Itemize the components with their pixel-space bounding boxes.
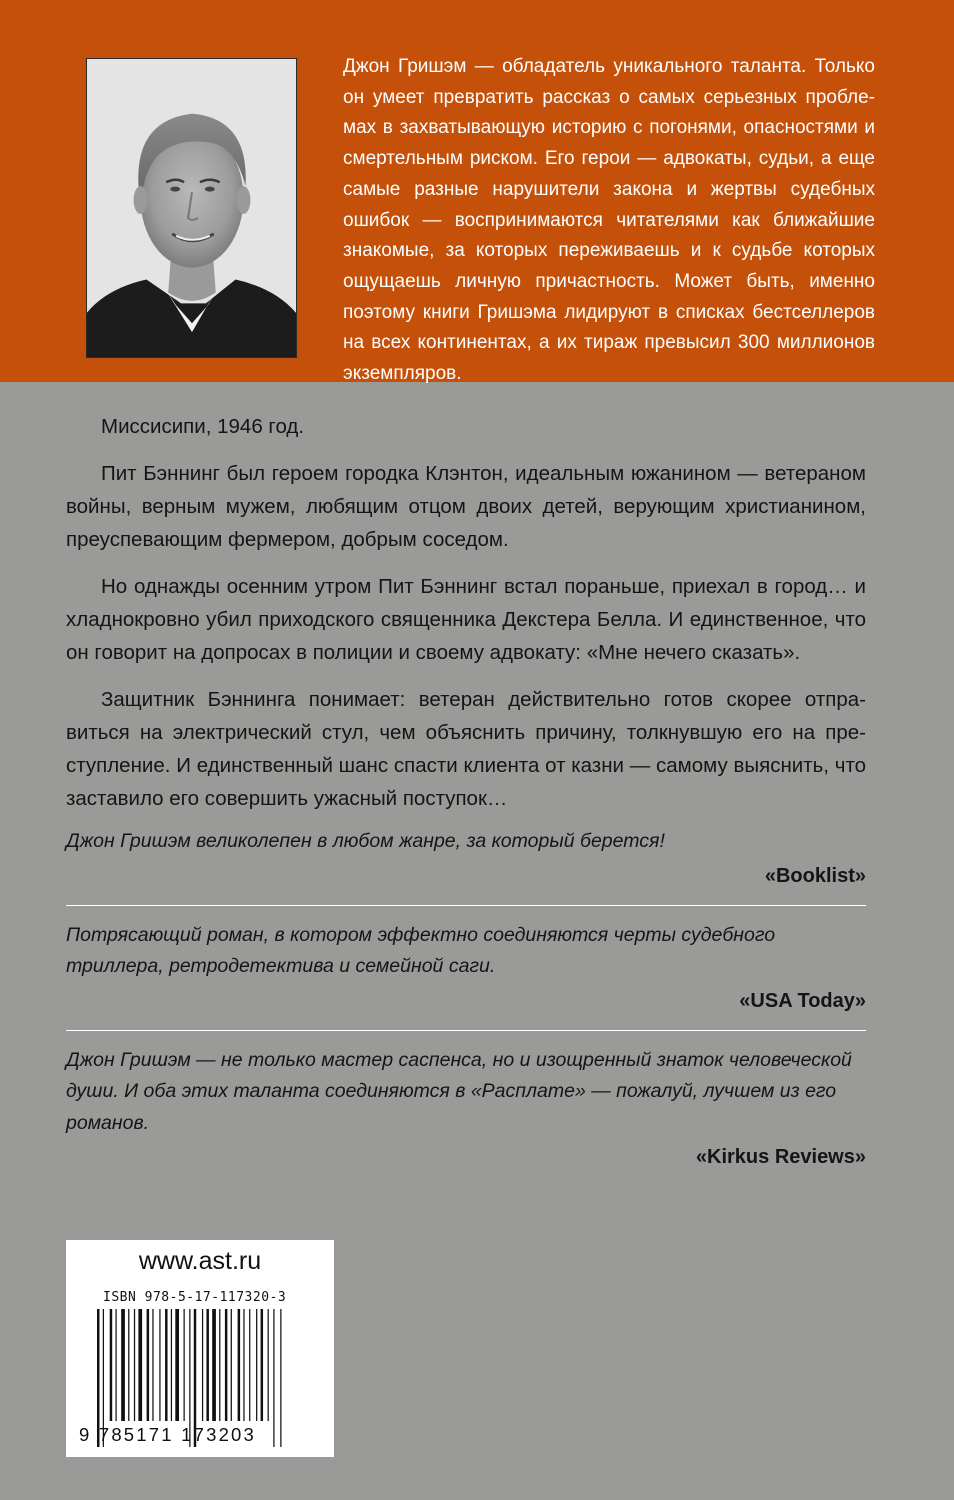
barcode-bar [175,1309,179,1421]
barcode-bar [138,1309,142,1421]
synopsis-paragraph: Миссисипи, 1946 год. [101,415,305,438]
barcode-bar [261,1309,263,1421]
barcode-digits: 9 785171 173203 [79,1424,257,1445]
barcode-bar [152,1309,153,1421]
review-quote: Потрясающий роман, в котором эффектно соединяются черты судебного триллера, ретродетектива и семейной саги. [66,923,776,977]
barcode-bar [202,1309,203,1421]
barcode-bar [110,1309,112,1421]
author-portrait-image [87,59,296,357]
review-divider [66,1030,866,1031]
book-synopsis [66,410,866,829]
barcode-bar [159,1309,160,1421]
isbn-number: ISBN 978-5-17-117320-3 [103,1290,287,1305]
barcode-bar [165,1309,167,1421]
review-source: «Kirkus Reviews» [695,1146,866,1168]
review-quote: Джон Гришэм великолепен в любом жанре, за который берется! [66,830,665,852]
barcode-bar [243,1309,244,1421]
barcode-bar [171,1309,172,1421]
barcode-bar [134,1309,135,1421]
barcode-bar [238,1309,240,1421]
barcode-bar [121,1309,125,1421]
barcode-bar [231,1309,232,1421]
barcode-bar [115,1309,116,1421]
review-source: «USA Today» [739,989,866,1012]
author-bio: Джон Гришэм — обладатель уникального таланта. Только он умеет превратить рассказ о самых серьезных проблемах в захватывающую историю с погонями, опасностями и смертельным риском. Его герои — адвокаты, судьи, а еще самые разные нарушители закона и жертвы судебных ошибок — воспринимаются читателями как ближайшие знакомые, за которых переживаешь и к судьбе которых ощущаешь личную причастность. Может быть, именно поэтому книги Гришэма лидируют в списках бестселлеров на всех континентах, а их тираж превысил 300 миллионов экземпляров. [343,56,875,385]
synopsis-paragraph: Но однажды осенним утром Пит Бэннинг встал пораньше, приехал в город… и хладнокровно убил приходского священника Декстера Белла. И единственное, что он говорит на допросах в полиции и своему адвокату: «Мне нечего сказать». [66,575,866,664]
synopsis-paragraph: Защитник Бэннинга понимает: ветеран действительно готов скорее отправиться на электрический стул, чем объяснить причину, толкнувшую его на преступление. И единственный шанс спасти клиента от казни — самому выяснить, что заставило его совершить ужасный поступок… [66,688,866,810]
barcode-bar [256,1309,257,1421]
barcode-bar [268,1309,269,1421]
review-divider [66,905,866,906]
publisher-website: www.ast.ru [138,1247,262,1275]
review-block [66,1039,866,1183]
barcode-bar [147,1309,149,1421]
reviews-section [66,820,866,1182]
review-source: «Booklist» [764,864,866,887]
barcode-bar [212,1309,216,1421]
author-photo [86,58,297,358]
barcode-bar [206,1309,208,1421]
barcode-bar [184,1309,185,1421]
synopsis-paragraph: Пит Бэннинг был героем городка Клэнтон, идеальным южанином — ветераном войны, верным мужем, любящим отцом двоих детей, верующим христианином, преуспевающим фермером, добрым соседом. [66,462,866,551]
barcode-bar [249,1309,250,1421]
barcode-bar [225,1309,227,1421]
barcode-box [66,1240,334,1457]
barcode-bar [128,1309,129,1421]
barcode-bar [219,1309,220,1421]
review-block [66,914,866,1026]
review-block [66,820,866,901]
review-quote: Джон Гришэм — не только мастер саспенса, но и изощренный знаток человеческой души. И оба этих таланта соединяются в «Расплате» — пожалуй, лучшем из его романов. [66,1048,852,1134]
